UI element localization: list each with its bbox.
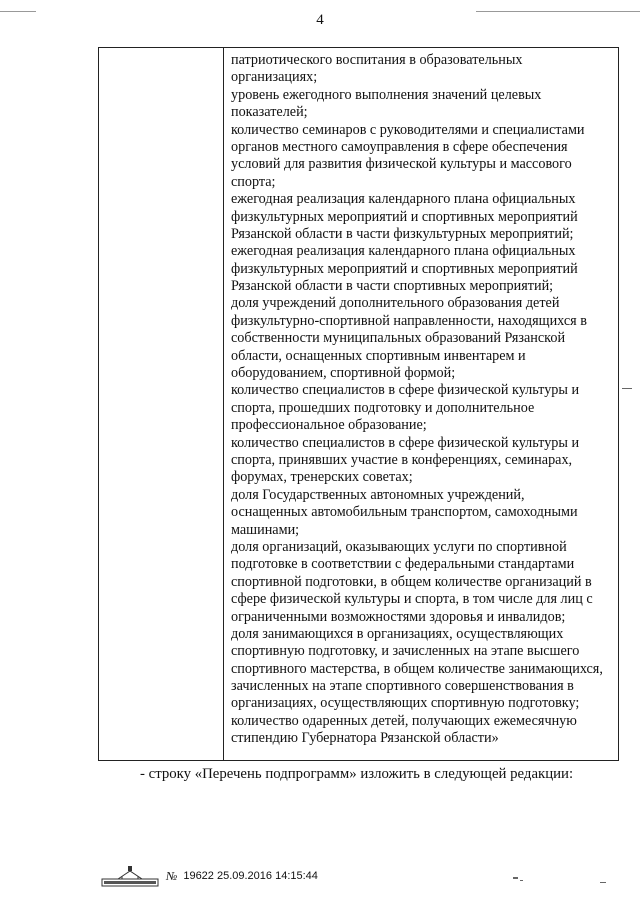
table-cell-line: зачисленных на этапе спортивного совершенствования в (231, 678, 574, 695)
registration-stamp: 19622 25.09.2016 14:15:44 (183, 870, 318, 882)
page-number: 4 (316, 12, 324, 28)
table-cell-line: собственности муниципальных образований Рязанской (231, 330, 566, 347)
table-cell-line: уровень ежегодного выполнения значений целевых (231, 86, 542, 103)
scan-artifact (600, 882, 606, 883)
table-cell-line: ежегодная реализация календарного плана официальных (231, 243, 576, 260)
government-building-seal-icon (100, 865, 160, 887)
table-cell-line: количество одаренных детей, получающих ежемесячную (231, 712, 577, 729)
table-cell-line: спорта, принявших участие в конференциях, семинарах, (231, 451, 573, 468)
table-cell-line: области, оснащенных спортивным инвентарем и (231, 347, 526, 364)
document-footer (100, 865, 318, 887)
table-cell-line: профессиональное образование; (231, 417, 427, 434)
scan-artifact (520, 880, 523, 881)
table-cell-line: спортивной подготовки, в общем количестве организаций в (231, 573, 592, 590)
table-cell-line: сфере физической культуры и спорта, в том числе для лиц с (231, 591, 593, 608)
column-divider (223, 48, 224, 760)
table-cell-line: доля организаций, оказывающих услуги по спортивной (231, 538, 567, 555)
table-cell-line: форумах, тренерских советах; (231, 469, 413, 486)
table-cell-line: Рязанской области в части спортивных мероприятий; (231, 278, 554, 295)
scan-artifact (513, 877, 518, 879)
table-cell-line: условий для развития физической культуры и массового (231, 156, 572, 173)
table-cell-line: физкультурных мероприятий и спортивных мероприятий (231, 260, 578, 277)
table-cell-line: доля Государственных автономных учреждений, (231, 486, 525, 503)
document-number-sign: № (166, 868, 178, 883)
table-cell-line: оборудованием, спортивной формой; (231, 365, 456, 382)
table-cell-line: машинами; (231, 521, 300, 538)
table-cell-line: спортивную подготовку, и зачисленных на этапе высшего (231, 643, 580, 660)
table-cell-line: органов местного самоуправления в сфере обеспечения (231, 138, 568, 155)
table-cell-line: стипендию Губернатора Рязанской области» (231, 730, 499, 747)
table-cell-line: ограниченными возможностями здоровья и инвалидов; (231, 608, 566, 625)
table-cell-line: показателей; (231, 104, 308, 121)
table-cell-line: организациях, осуществляющих спортивную подготовку; (231, 695, 580, 712)
table-cell-indicators (231, 52, 612, 748)
table-cell-line: организациях; (231, 69, 318, 86)
table-cell-line: Рязанской области в части физкультурных мероприятий; (231, 225, 574, 242)
table-cell-line: количество специалистов в сфере физической культуры и (231, 434, 580, 451)
table-cell-line: спорта; (231, 173, 276, 190)
table-cell-line: оснащенных автомобильным транспортом, самоходными (231, 504, 578, 521)
table-cell-line: доля учреждений дополнительного образования детей (231, 295, 560, 312)
table-cell-line: спортивного мастерства, в общем количестве занимающихся, (231, 660, 603, 677)
table-cell-line: доля занимающихся в организациях, осуществляющих (231, 625, 564, 642)
table-cell-line: физкультурно-спортивной направленности, находящихся в (231, 312, 587, 329)
table-cell-line: физкультурных мероприятий и спортивных мероприятий (231, 208, 578, 225)
table-cell-line: количество семинаров с руководителями и специалистами (231, 121, 585, 138)
instruction-text: - строку «Перечень подпрограмм» изложить в следующей редакции: (140, 766, 574, 782)
table-cell-line: патриотического воспитания в образовательных (231, 52, 523, 68)
scan-artifact (622, 388, 632, 389)
program-table (98, 47, 619, 761)
table-cell-line: ежегодная реализация календарного плана официальных (231, 191, 576, 208)
table-cell-line: количество специалистов в сфере физической культуры и (231, 382, 580, 399)
table-cell-line: подготовке в соответствии с федеральными стандартами (231, 556, 575, 573)
table-cell-line: спорта, прошедших подготовку и дополнительное (231, 399, 535, 416)
